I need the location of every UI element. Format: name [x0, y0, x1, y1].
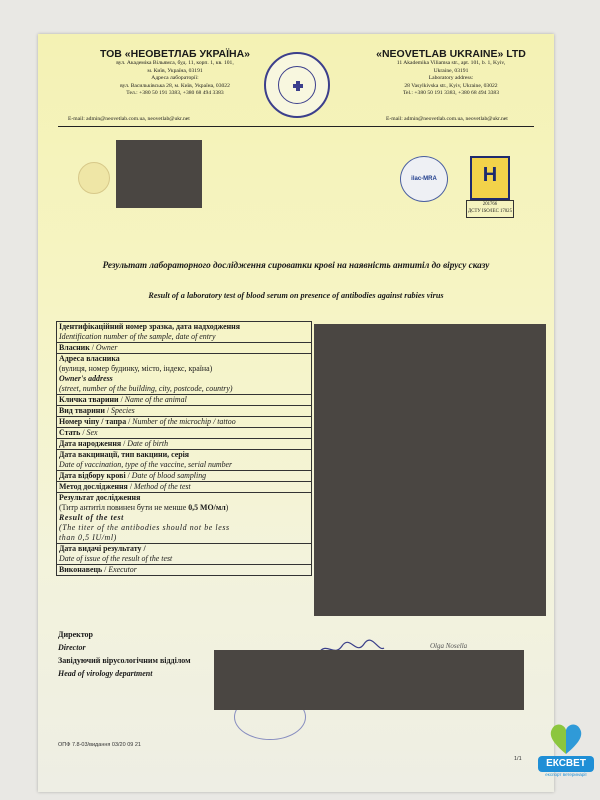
field-label-ua: Вид тварини — [59, 406, 105, 415]
ilac-mra-logo-icon: ilac-MRA — [400, 156, 448, 202]
field-label-en: Identification number of the sample, date of entry — [59, 332, 216, 341]
field-label-en: Sex — [86, 428, 98, 437]
field-label-ua: Адреса власника — [59, 354, 120, 363]
field-hint-en: (street, number of the building, city, postcode, country) — [59, 384, 233, 393]
eksvet-heart-icon — [548, 722, 584, 756]
document-title-ua: Результат лабораторного дослідження сироватки крові на наявність антитіл до вірусу сказу — [102, 260, 490, 270]
field-label-ua: Стать — [59, 428, 81, 437]
field-label-en: Owner — [95, 343, 118, 352]
table-row: Метод дослідження / Method of the test — [57, 482, 312, 493]
field-label-ua: Метод дослідження — [59, 482, 128, 491]
table-row — [57, 450, 312, 471]
document-sheet — [38, 34, 554, 792]
address-line-en: Ukraine, 03191 — [433, 67, 469, 74]
email-en: E-mail: admin@neovetlab.com.ua, neovetlab@ukr.net — [386, 116, 508, 122]
address-line-en: 11 Akademika Viliamsa str., apt. 101, b. 1, Kyiv, — [396, 60, 506, 66]
field-hint-ua: (вулиця, номер будинку, місто, індекс, країна) — [59, 364, 213, 373]
redacted-values — [314, 324, 546, 616]
header-divider — [58, 126, 534, 127]
page-number: 1/1 — [514, 756, 522, 762]
signer-name: Olga Nosella — [430, 642, 468, 650]
email-ua: E-mail: admin@neovetlab.com.ua, neovetlab@ukr.net — [68, 116, 190, 122]
head-label-ua: Завідуючий вірусологічним відділом — [58, 656, 191, 665]
company-name-ua: ТОВ «НЕОВЕТЛАБ УКРАЇНА» — [99, 48, 251, 60]
head-label-en: Head of virology department — [58, 669, 153, 678]
table-row: Виконавець / Executor — [57, 565, 312, 576]
address-line-ua: м. Київ, Україна, 03191 — [147, 67, 203, 74]
accreditation-number: 201766 ДСТУ ISO/IEC 17025 — [466, 200, 514, 218]
lab-address-label-ua: Адреса лабораторії: — [151, 75, 199, 81]
director-label-ua: Директор — [58, 630, 93, 639]
field-label-en: Name of the animal — [124, 395, 187, 404]
field-label-ua: Кличка тварини — [59, 395, 119, 404]
field-label-ua: Дата вакцинації, тип вакцини, серія — [59, 450, 190, 459]
field-label-en: Method of the test — [133, 482, 191, 491]
field-hint-en: than 0,5 IU/ml) — [59, 533, 117, 542]
table-row: Вид тварини / Species — [57, 406, 312, 417]
phone-en: Tel.: +380 50 191 3383, +380 68 494 3383 — [402, 90, 500, 96]
lab-address-label-en: Laboratory address: — [428, 75, 474, 81]
lab-address-en: 28 Vasylkivska str., Kyiv, Ukraine, 03022 — [404, 82, 498, 89]
eksvet-label: ЕКСВЕТ — [538, 756, 594, 772]
field-label-en: Result of the test — [59, 513, 124, 522]
field-label-ua: Номер чіпу / тапра — [59, 417, 127, 426]
eksvet-watermark — [538, 722, 594, 780]
phone-ua: Тел.: +380 50 191 3383, +380 68 494 3383 — [126, 90, 224, 96]
field-hint-en: (The titer of the antibodies should not be less — [59, 523, 230, 532]
field-label-en: Date of birth — [127, 439, 169, 448]
result-form-table — [56, 321, 312, 576]
document-title-en: Result of a laboratory test of blood serum on presence of antibodies against rabies virus — [148, 291, 444, 300]
field-label-ua: Дата народження — [59, 439, 122, 448]
embossed-stamp — [78, 162, 110, 194]
redacted-block — [116, 140, 202, 208]
field-label-en: Number of the microchip / tattoo — [132, 417, 236, 426]
field-label-en: Executor — [108, 565, 137, 574]
lab-seal-icon — [264, 52, 330, 118]
redacted-signature-block — [214, 650, 524, 710]
director-label-en: Director — [58, 643, 86, 652]
field-label-ua: Власник — [59, 343, 90, 352]
field-label-en: Owner's address — [59, 374, 113, 383]
form-code: ОПФ 7.8-03/видання 03/20 09 21 — [58, 742, 141, 748]
header-left — [80, 48, 270, 98]
table-row: Стать / Sex — [57, 428, 312, 439]
address-line-ua: вул. Академіка Вільямса, буд. 11, корп. 1, кв. 101, — [116, 60, 234, 66]
field-label-en: Species — [111, 406, 135, 415]
field-label-en: Date of issue of the result of the test — [59, 554, 173, 563]
field-hint-ua: (Титр антитіл повинен бути не менше 0,5 МО/мл) — [59, 503, 229, 512]
table-row — [57, 322, 312, 343]
table-row — [57, 493, 312, 544]
company-name-en: «NEOVETLAB UKRAINE» LTD — [376, 48, 526, 60]
table-row — [57, 544, 312, 565]
table-row: Кличка тварини / Name of the animal — [57, 395, 312, 406]
table-row: Дата народження / Date of birth — [57, 439, 312, 450]
lab-address-ua: вул. Васильківська 28, м. Київ, Україна, 03022 — [120, 82, 230, 89]
field-label-en: Date of blood sampling — [131, 471, 207, 480]
table-row — [57, 354, 312, 395]
field-label-en: Date of vaccination, type of the vaccine, serial number — [59, 460, 233, 469]
field-label-ua: Дата видачі результату / — [59, 544, 146, 553]
accreditation-logo-icon: H — [470, 156, 510, 200]
header-right — [358, 48, 544, 98]
field-label-ua: Результат дослідження — [59, 493, 141, 502]
table-row: Номер чіпу / тапра / Number of the microchip / tattoo — [57, 417, 312, 428]
table-row: Власник / Owner — [57, 343, 312, 354]
field-label-ua: Ідентифікаційний номер зразка, дата надходження — [59, 322, 240, 331]
field-label-ua: Дата відбору крові — [59, 471, 126, 480]
table-row: Дата відбору крові / Date of blood sampling — [57, 471, 312, 482]
eksvet-sub: експорт ветеринарії — [545, 772, 587, 777]
field-label-ua: Виконавець — [59, 565, 103, 574]
